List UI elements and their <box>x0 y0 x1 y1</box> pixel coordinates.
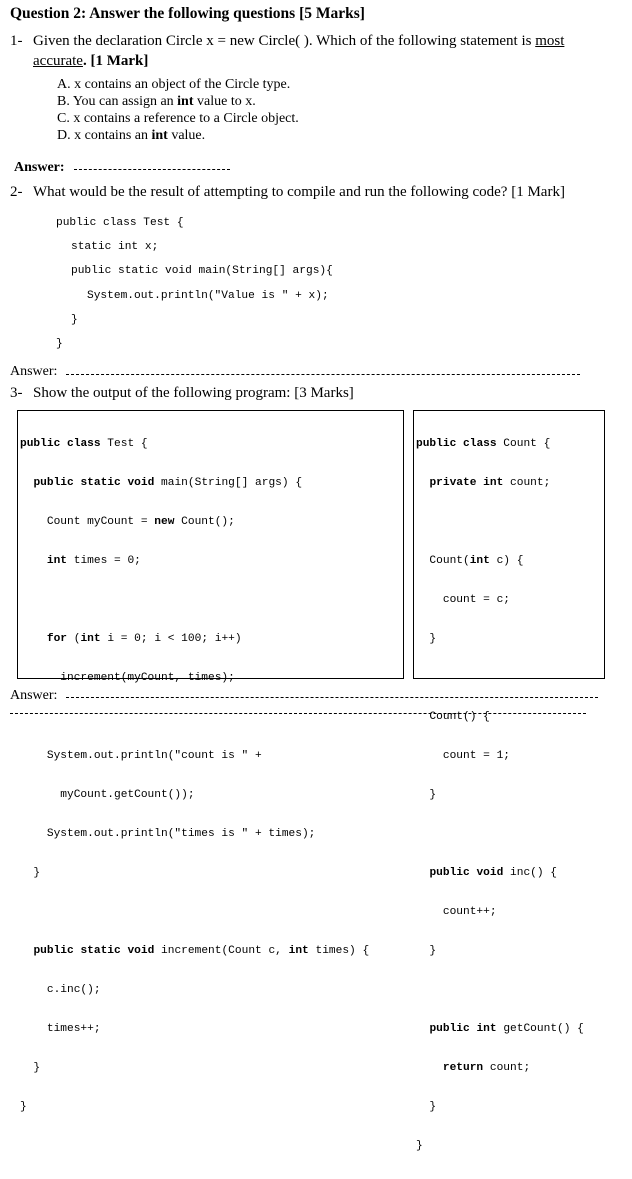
q2-code-line: static int x; <box>71 241 159 253</box>
option-a-text: A. x contains an object of the Circle type. <box>57 77 291 92</box>
q1-accurate: accurate <box>33 53 83 69</box>
q2-code-line: } <box>56 338 63 350</box>
code-line <box>416 828 584 841</box>
code-keyword: int <box>288 945 309 957</box>
code-line: } <box>416 1140 423 1152</box>
code-line: public void inc() { <box>429 867 558 879</box>
q3-answer-line[interactable] <box>66 697 598 698</box>
code-line: } <box>416 945 437 957</box>
code-keyword: for <box>46 633 68 645</box>
code-keyword: return <box>442 1062 484 1074</box>
option-b-bold: int <box>177 94 194 109</box>
code-line: count = c; <box>416 594 510 606</box>
code-line: increment(myCount, times); <box>20 672 235 684</box>
code-line: times++; <box>20 1023 101 1035</box>
code-keyword: int <box>469 555 490 567</box>
q1-most: most <box>535 33 565 49</box>
code-line: count = 1; <box>416 750 510 762</box>
code-keyword: public <box>429 867 470 879</box>
code-line <box>20 594 369 607</box>
code-line: Count(int c) { <box>416 555 524 567</box>
q2-code-line: System.out.println("Value is " + x); <box>87 290 329 302</box>
code-line <box>20 906 369 919</box>
q1-option-a <box>57 77 290 93</box>
code-keyword: new <box>154 516 175 528</box>
code-keyword: private <box>429 477 477 489</box>
q1-answer-line[interactable] <box>74 169 230 170</box>
code-line: private int count; <box>429 477 551 489</box>
option-b-text: B. You can assign an <box>57 94 178 109</box>
right-code-block <box>416 412 584 1179</box>
q1-line1-text: Given the declaration Circle x = new Circle( ). Which of the following statement is <box>33 33 536 49</box>
q1-option-d <box>57 128 205 144</box>
q2-code-line: public static void main(String[] args){ <box>71 265 333 277</box>
question-title: Question 2: Answer the following questions [5 Marks] <box>10 5 365 22</box>
q2-code-line: public class Test { <box>56 217 184 229</box>
code-line: System.out.println("count is " + <box>20 750 262 762</box>
q3-answer-line-2[interactable] <box>10 713 586 714</box>
code-keyword: public <box>33 945 74 957</box>
code-line: public class Test { <box>20 438 148 450</box>
q1-number: 1- <box>10 33 23 49</box>
q2-number: 2- <box>10 184 23 200</box>
code-keyword: public <box>416 438 457 450</box>
code-line: } <box>416 789 437 801</box>
q1-line1 <box>33 33 564 50</box>
q3-text: Show the output of the following program: [3 Marks] <box>33 385 354 401</box>
option-d-post: value. <box>167 128 206 143</box>
q1-answer-label: Answer: <box>14 160 65 175</box>
code-line: return count; <box>442 1062 531 1074</box>
q2-code-line: } <box>71 314 78 326</box>
code-line <box>416 672 584 685</box>
code-line: public static void increment(Count c, int times) { <box>33 945 370 957</box>
code-keyword: void <box>127 477 155 489</box>
q3-number: 3- <box>10 385 23 401</box>
code-line: } <box>416 633 437 645</box>
option-d-text: D. x contains an <box>57 128 152 143</box>
q2-text: What would be the result of attempting to compile and run the following code? [1 Mark] <box>33 184 565 200</box>
code-keyword: public <box>20 438 61 450</box>
code-keyword: public <box>33 477 74 489</box>
code-line: Count myCount = new Count(); <box>20 516 235 528</box>
code-line: public static void main(String[] args) { <box>33 477 303 489</box>
code-keyword: void <box>476 867 504 879</box>
code-line: Count() { <box>416 711 490 723</box>
q2-answer-line[interactable] <box>66 374 580 375</box>
code-line: } <box>20 1101 27 1113</box>
code-keyword: int <box>476 1023 497 1035</box>
q1-line2 <box>33 53 148 70</box>
left-code-block <box>20 412 369 1140</box>
code-keyword: int <box>46 555 68 567</box>
q1-option-c <box>57 111 299 127</box>
code-keyword: class <box>463 438 497 450</box>
option-b-post: value to x. <box>193 94 256 109</box>
q2-answer-label: Answer: <box>10 364 58 379</box>
code-line: public int getCount() { <box>429 1023 584 1035</box>
code-keyword: static <box>80 477 121 489</box>
q1-option-b <box>57 94 256 110</box>
code-keyword: void <box>127 945 155 957</box>
code-line: for (int i = 0; i < 100; i++) <box>46 633 242 645</box>
code-line: } <box>20 867 41 879</box>
right-code-box <box>413 410 605 1152</box>
code-line <box>416 984 584 997</box>
code-line: c.inc(); <box>20 984 101 996</box>
code-keyword: int <box>80 633 101 645</box>
code-line: int times = 0; <box>46 555 141 567</box>
code-keyword: class <box>67 438 101 450</box>
code-line: myCount.getCount()); <box>20 789 195 801</box>
code-line: } <box>20 1062 41 1074</box>
code-line <box>416 516 584 529</box>
code-keyword: public <box>429 1023 470 1035</box>
code-line: } <box>416 1101 437 1113</box>
code-keyword: int <box>483 477 504 489</box>
q3-answer-label: Answer: <box>10 688 58 703</box>
code-line: count++; <box>416 906 497 918</box>
option-d-bold: int <box>151 128 168 143</box>
code-line: System.out.println("times is " + times); <box>20 828 316 840</box>
option-c-text: C. x contains a reference to a Circle object. <box>57 111 299 126</box>
code-keyword: static <box>80 945 121 957</box>
code-line: public class Count { <box>416 438 551 450</box>
q1-marks: . [1 Mark] <box>82 53 149 69</box>
